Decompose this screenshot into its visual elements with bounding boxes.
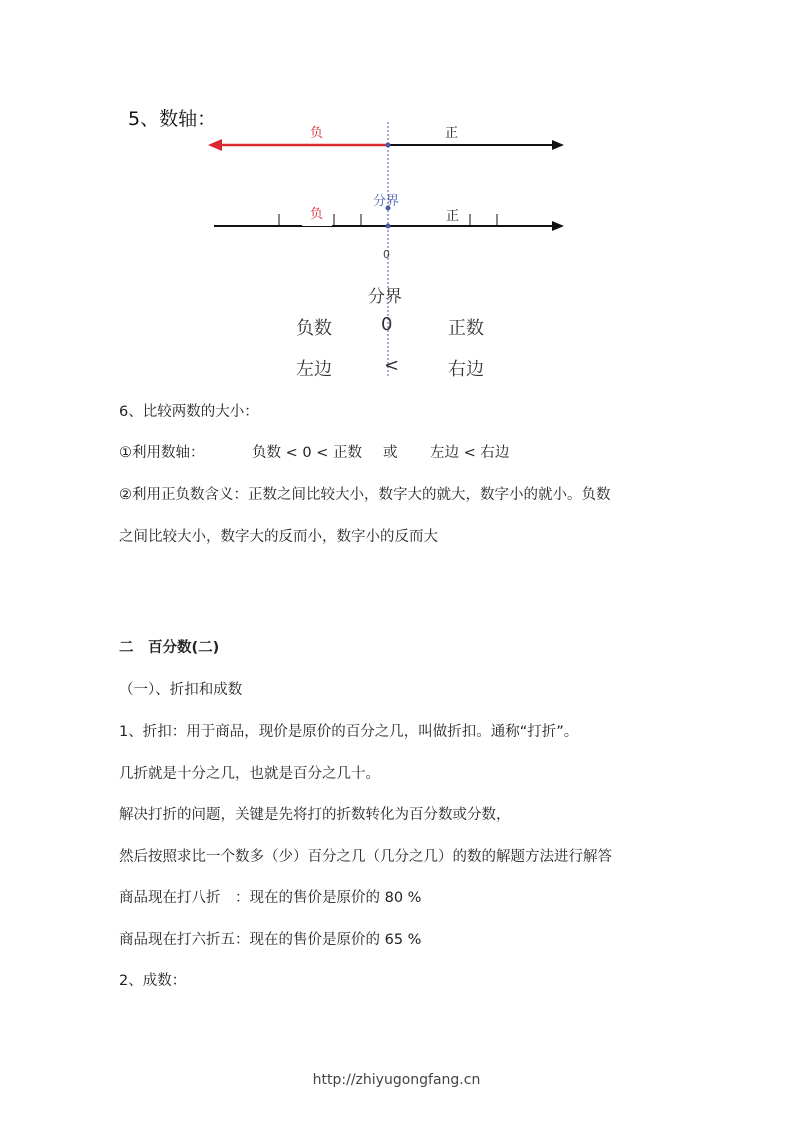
negative-arrowhead	[208, 139, 222, 151]
axis1-origin-dot	[386, 143, 391, 148]
method1-expr2: 左边 < 右边	[430, 445, 510, 461]
method1-label: ①利用数轴：	[119, 445, 205, 461]
divider-label: 分界	[373, 194, 400, 209]
row2-left: 左边	[296, 359, 332, 380]
row1-left: 负数	[296, 318, 332, 339]
table-header-divider: 分界	[368, 287, 402, 307]
example-65-off: 商品现在打六折五：现在的售价是原价的 65 %	[119, 932, 422, 948]
method1-expr1: 负数 < 0 < 正数	[252, 445, 362, 461]
chapter-2-subheading: （一）、折扣和成数	[119, 682, 243, 698]
section-5-title: 5、数轴：	[128, 108, 217, 130]
number-line-arrowhead	[552, 221, 564, 231]
row1-mid: 0	[381, 314, 393, 335]
row2-right: 右边	[448, 359, 484, 380]
zero-label: 0	[383, 248, 390, 261]
chapter-2-heading: 二 百分数(二)	[119, 640, 220, 656]
origin-dot	[386, 224, 391, 229]
method1-or: 或	[383, 445, 398, 461]
method2-line2: 之间比较大小，数字大的反而小，数字小的反而大	[119, 529, 438, 545]
row2-mid: <	[384, 355, 400, 376]
discount-definition: 1、折扣：用于商品，现价是原价的百分之几，叫做折扣。通称“打折”。	[119, 724, 579, 740]
axis1-positive-label: 正	[445, 126, 459, 141]
example-80-off: 商品现在打八折 ：现在的售价是原价的 80 %	[119, 890, 422, 906]
axis2-positive-label: 正	[446, 209, 460, 224]
axis2-negative-label: 负	[310, 207, 324, 222]
positive-arrowhead	[552, 140, 564, 150]
footer-url[interactable]: http://zhiyugongfang.cn	[312, 1072, 481, 1088]
method2-line1: ②利用正负数含义：正数之间比较大小，数字大的就大，数字小的就小。负数	[119, 487, 611, 503]
discount-method-1: 解决打折的问题，关键是先将打的折数转化为百分数或分数，	[119, 807, 511, 823]
discount-method-2: 然后按照求比一个数多（少）百分之几（几分之几）的数的解题方法进行解答	[119, 849, 612, 865]
chengshu-title: 2、成数：	[119, 973, 187, 989]
row1-right: 正数	[448, 318, 484, 339]
axis1-negative-label: 负	[310, 126, 324, 141]
section-6-title: 6、比较两数的大小：	[119, 404, 259, 420]
discount-explanation: 几折就是十分之几，也就是百分之几十。	[119, 766, 380, 782]
